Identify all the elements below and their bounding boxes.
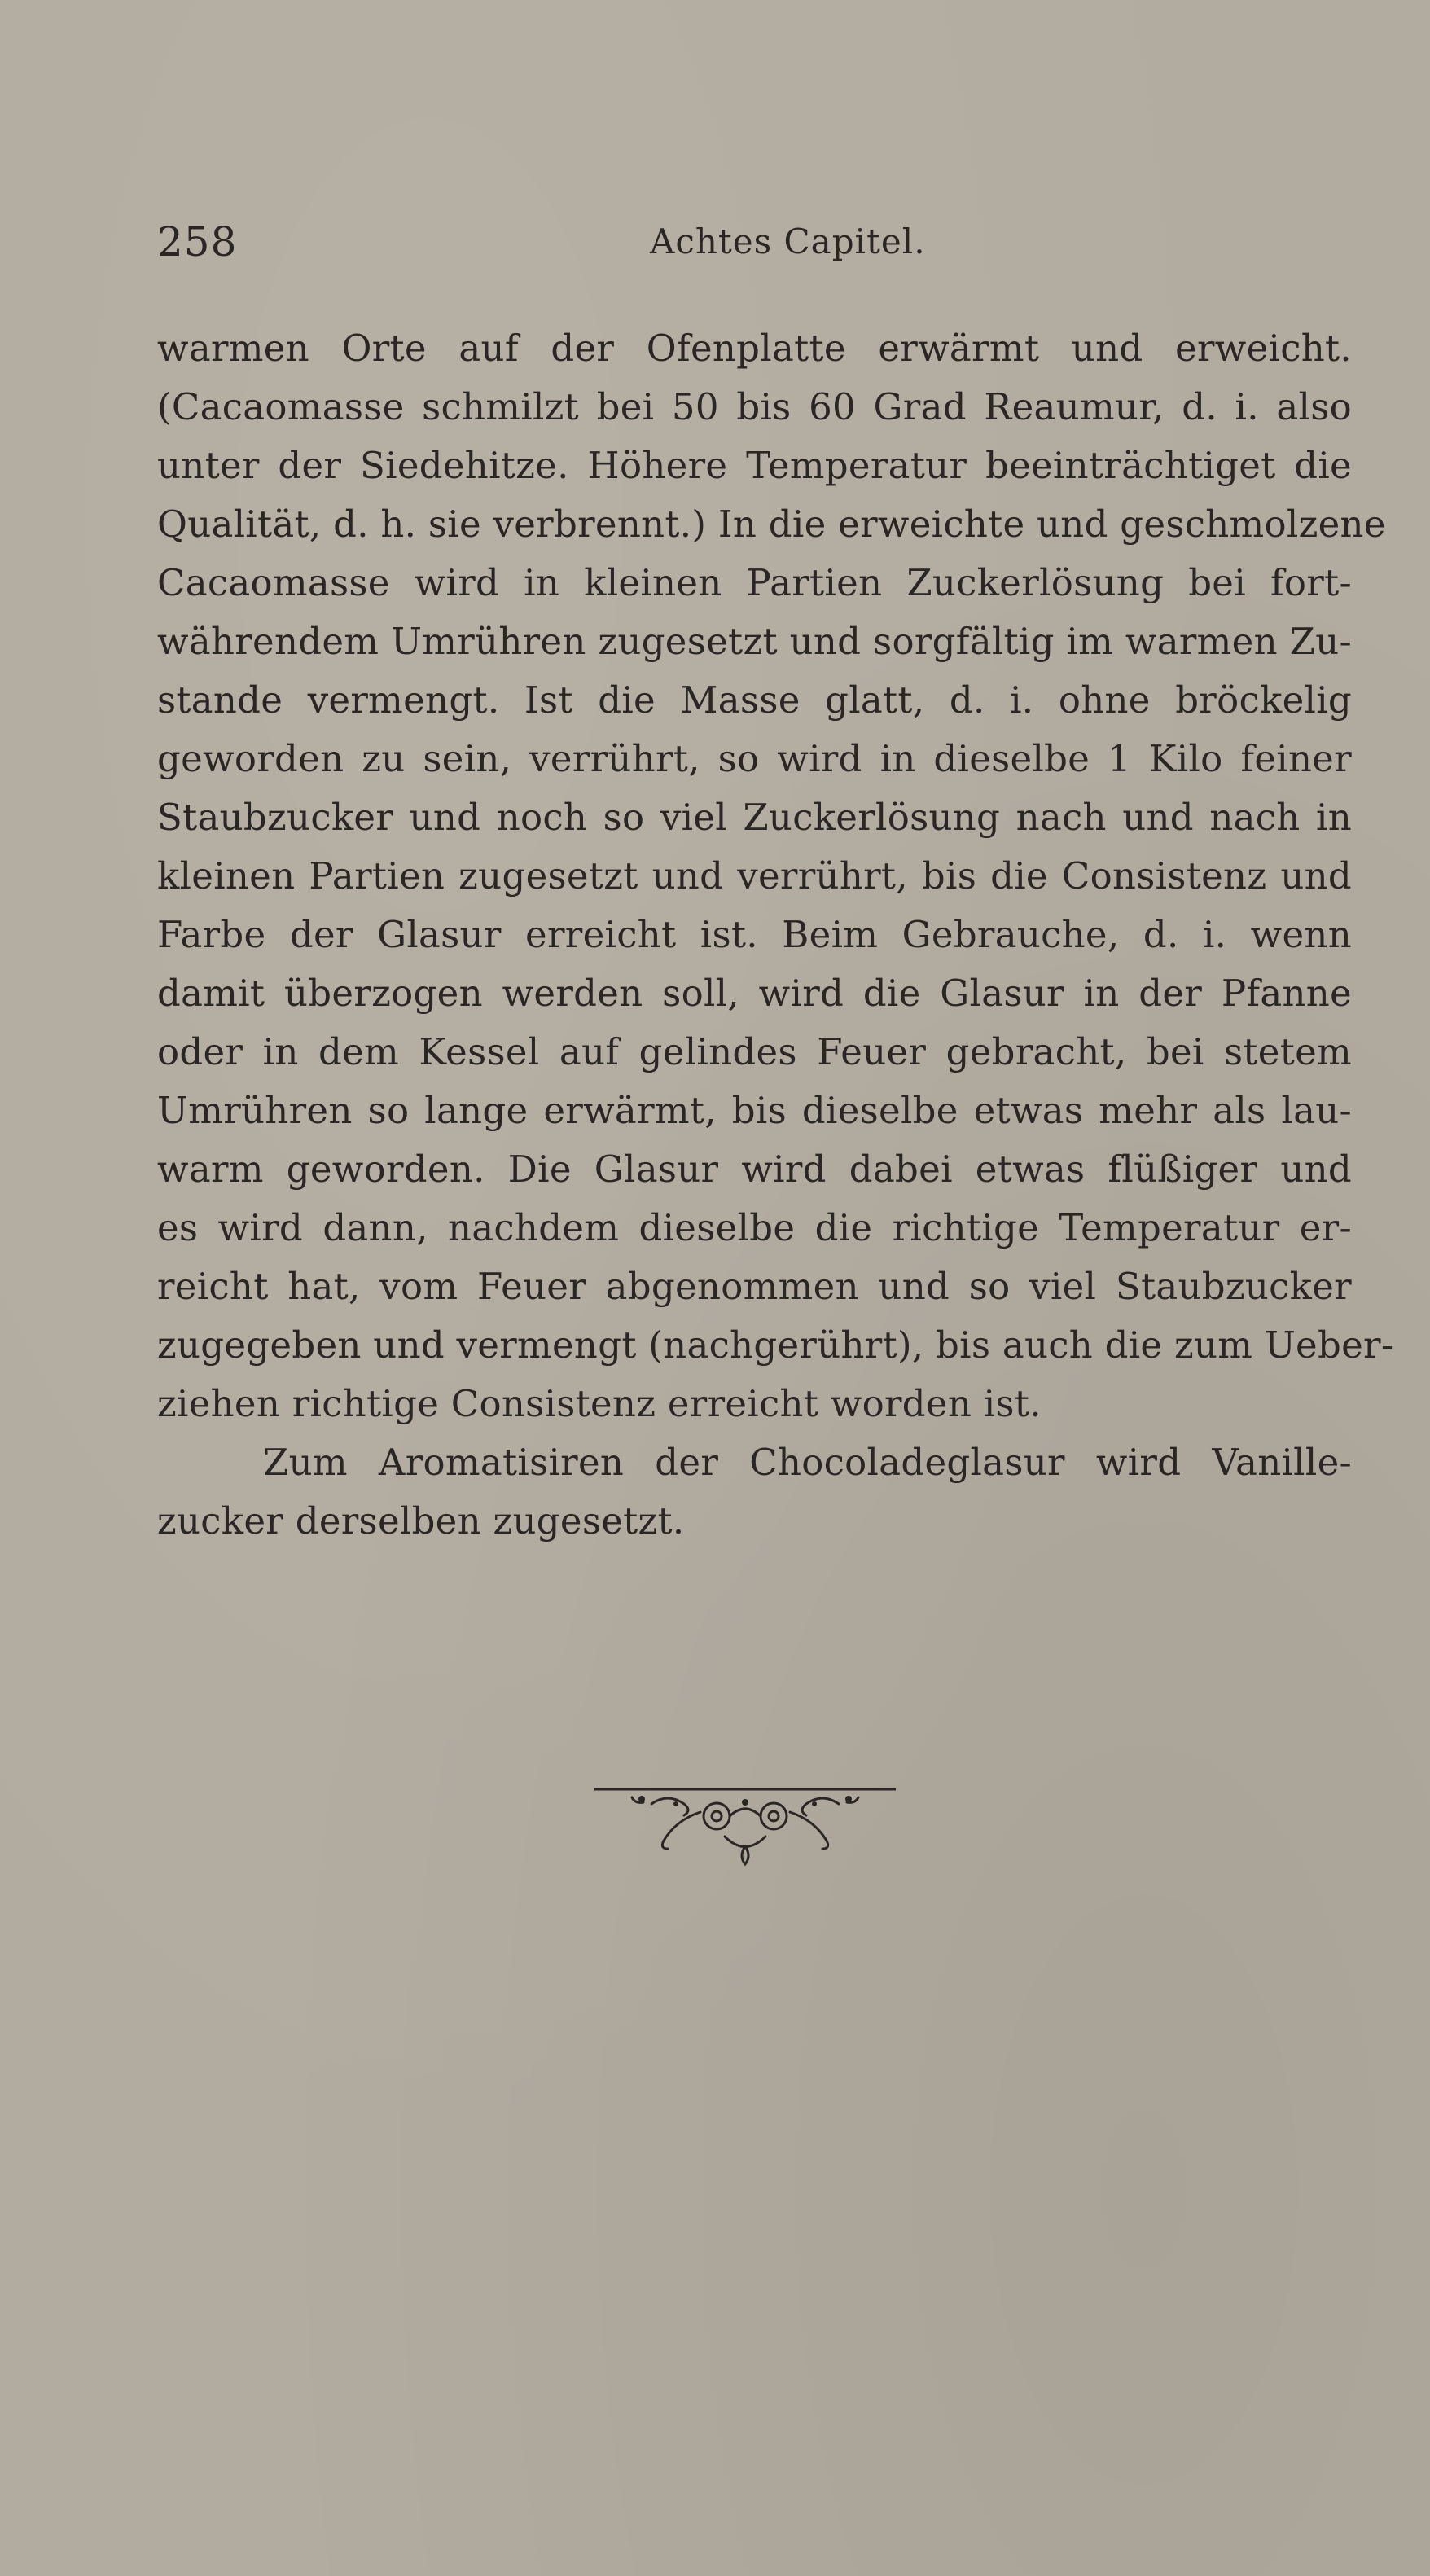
text-line: Umrühren so lange erwärmt, bis dieselbe etwas mehr als lau- (157, 1089, 1352, 1132)
text-line: damit überzogen werden soll, wird die Glasur in der Pfanne (157, 972, 1352, 1015)
text-line: warm geworden. Die Glasur wird dabei etwas flüßiger und (157, 1148, 1352, 1191)
text-line: (Cacaomasse schmilzt bei 50 bis 60 Grad Reaumur, d. i. also (157, 385, 1352, 428)
text-line: zucker derselben zugesetzt. (157, 1499, 685, 1543)
text-line: Qualität, d. h. sie verbrennt.) In die erweichte und geschmolzene (157, 502, 1386, 546)
text-line: es wird dann, nachdem dieselbe die richtige Temperatur er- (157, 1206, 1352, 1249)
text-line: Zum Aromatisiren der Chocoladeglasur wird Vanille- (263, 1441, 1352, 1484)
text-line: Staubzucker und noch so viel Zuckerlösung nach und nach in (157, 796, 1352, 839)
text-line: warmen Orte auf der Ofenplatte erwärmt und erweicht. (157, 327, 1352, 370)
text-line: kleinen Partien zugesetzt und verrührt, bis die Consistenz und (157, 854, 1352, 897)
text-line: ziehen richtige Consistenz erreicht worden ist. (157, 1382, 1042, 1425)
text-line: oder in dem Kessel auf gelindes Feuer gebracht, bei stetem (157, 1030, 1352, 1073)
body-text (157, 319, 1394, 1551)
text-line: stande vermengt. Ist die Masse glatt, d. i. ohne bröckelig (157, 678, 1352, 722)
decorative-vignette-icon (594, 1780, 896, 1877)
text-line: zugegeben und vermengt (nachgerührt), bis auch die zum Ueber- (157, 1323, 1394, 1367)
running-title: Achtes Capitel. (650, 222, 926, 261)
text-line: reicht hat, vom Feuer abgenommen und so viel Staubzucker (157, 1265, 1352, 1308)
page-number: 258 (157, 218, 238, 265)
text-line: Cacaomasse wird in kleinen Partien Zuckerlösung bei fort- (157, 561, 1352, 604)
text-line: währendem Umrühren zugesetzt und sorgfältig im warmen Zu- (157, 620, 1352, 663)
text-line: Farbe der Glasur erreicht ist. Beim Gebrauche, d. i. wenn (157, 913, 1352, 956)
text-line: unter der Siedehitze. Höhere Temperatur beeinträchtiget die (157, 444, 1352, 487)
text-line: geworden zu sein, verrührt, so wird in dieselbe 1 Kilo feiner (157, 737, 1352, 780)
page-header (157, 218, 1346, 275)
